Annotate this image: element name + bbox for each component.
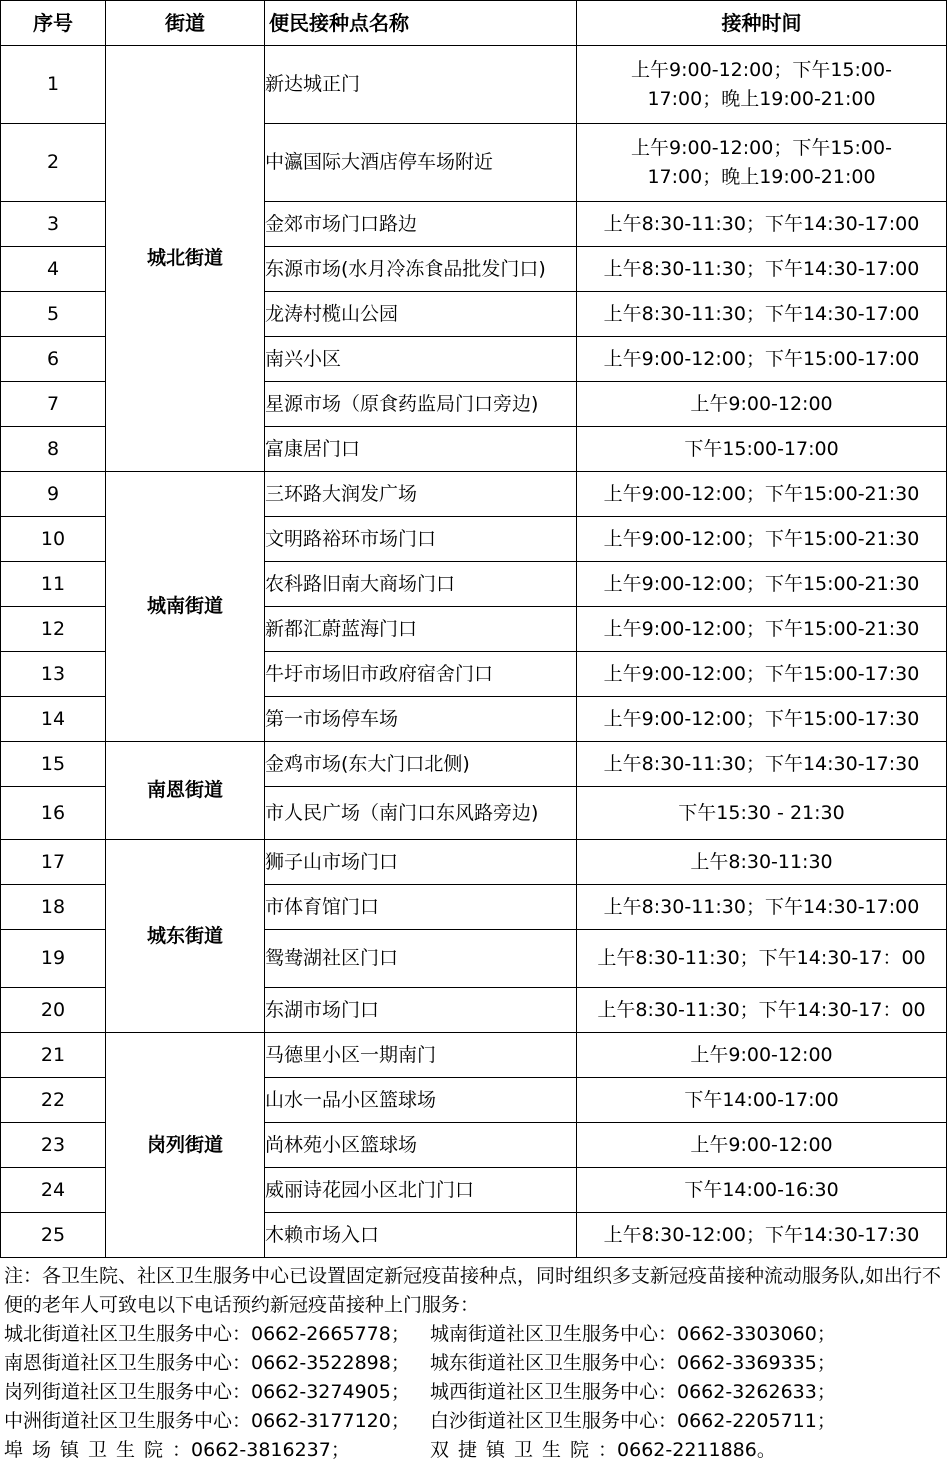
contact-list [4,1320,944,1436]
vaccination-time: 上午9:00-12:00；下午15:00-21:30 [577,472,947,517]
contact-row [4,1407,944,1436]
site-name: 山水一品小区篮球场 [265,1078,577,1123]
site-name: 市人民广场（南门口东风路旁边) [265,787,577,840]
row-number: 12 [1,607,106,652]
contact-name: 埠场镇卫生院 [4,1439,173,1461]
vaccination-time: 下午14:00-16:30 [577,1168,947,1213]
contact-left: 中洲街道社区卫生服务中心：0662-3177120； [4,1410,410,1432]
site-name: 市体育馆门口 [265,885,577,930]
site-name: 马德里小区一期南门 [265,1033,577,1078]
contact-right: 城西街道社区卫生服务中心：0662-3262633； [430,1381,836,1403]
contact-name: 双捷镇卫生院 [430,1439,599,1461]
site-name: 三环路大润发广场 [265,472,577,517]
site-name: 富康居门口 [265,427,577,472]
street-cell: 岗列街道 [106,1033,265,1258]
row-number: 11 [1,562,106,607]
row-number: 8 [1,427,106,472]
vaccination-time: 上午8:30-11:30；下午14:30-17:00 [577,247,947,292]
row-number: 18 [1,885,106,930]
row-number: 9 [1,472,106,517]
street-cell: 城北街道 [106,46,265,472]
site-name: 东湖市场门口 [265,988,577,1033]
street-cell: 城南街道 [106,472,265,742]
site-name: 牛圩市场旧市政府宿舍门口 [265,652,577,697]
contact-right: 白沙街道社区卫生服务中心：0662-2205711； [430,1410,836,1432]
vaccination-time: 下午14:00-17:00 [577,1078,947,1123]
row-number: 24 [1,1168,106,1213]
site-name: 尚林苑小区篮球场 [265,1123,577,1168]
site-name: 星源市场（原食药监局门口旁边) [265,382,577,427]
site-name: 新都汇蔚蓝海门口 [265,607,577,652]
site-name: 第一市场停车场 [265,697,577,742]
vaccination-time: 上午9:00-12:00 [577,382,947,427]
contact-left: 城北街道社区卫生服务中心：0662-2665778； [4,1323,410,1345]
contact-left: 岗列街道社区卫生服务中心：0662-3274905； [4,1381,410,1403]
vaccination-time: 上午9:00-12:00 [577,1033,947,1078]
row-number: 4 [1,247,106,292]
row-number: 5 [1,292,106,337]
contact-row [4,1349,944,1378]
contact-phone: ：0662-2211886。 [598,1439,776,1461]
row-number: 20 [1,988,106,1033]
footnote [4,1262,944,1465]
site-name: 木赖市场入口 [265,1213,577,1258]
site-name: 威丽诗花园小区北门门口 [265,1168,577,1213]
site-name: 龙涛村榄山公园 [265,292,577,337]
vaccination-time: 上午8:30-11:30；下午14:30-17:00 [577,202,947,247]
vaccination-time: 上午9:00-12:00 [577,1123,947,1168]
row-number: 19 [1,930,106,988]
site-name: 狮子山市场门口 [265,840,577,885]
row-number: 25 [1,1213,106,1258]
row-number: 23 [1,1123,106,1168]
row-number: 13 [1,652,106,697]
header-no: 序号 [1,1,106,46]
table-row [1,840,947,885]
row-number: 7 [1,382,106,427]
vaccination-time: 上午9:00-12:00；下午15:00-17:30 [577,697,947,742]
site-name: 文明路裕环市场门口 [265,517,577,562]
vaccination-time: 上午8:30-12:00；下午14:30-17:30 [577,1213,947,1258]
contact-right [430,1436,776,1465]
row-number: 14 [1,697,106,742]
row-number: 10 [1,517,106,562]
row-number: 21 [1,1033,106,1078]
row-number: 16 [1,787,106,840]
contact-row [4,1320,944,1349]
contact-right: 城南街道社区卫生服务中心：0662-3303060； [430,1323,836,1345]
vaccination-time: 上午8:30-11:30；下午14:30-17：00 [577,988,947,1033]
footnote-text: 注：各卫生院、社区卫生服务中心已设置固定新冠疫苗接种点，同时组织多支新冠疫苗接种流动服务队,如出行不便的老年人可致电以下电话预约新冠疫苗接种上门服务： [4,1265,942,1316]
vaccination-time: 上午9:00-12:00；下午15:00-21:30 [577,562,947,607]
vaccination-time: 上午9:00-12:00；下午15:00-17:00；晚上19:00-21:00 [577,124,947,202]
table-row [1,1033,947,1078]
site-name: 中瀛国际大酒店停车场附近 [265,124,577,202]
vaccination-time: 上午8:30-11:30；下午14:30-17:00 [577,292,947,337]
vaccination-time: 上午9:00-12:00；下午15:00-17:00；晚上19:00-21:00 [577,46,947,124]
contact-row [4,1378,944,1407]
row-number: 15 [1,742,106,787]
vaccination-time: 上午8:30-11:30 [577,840,947,885]
site-name: 南兴小区 [265,337,577,382]
table-row [1,472,947,517]
contact-phone: ：0662-3816237； [172,1439,350,1461]
row-number: 22 [1,1078,106,1123]
site-name: 金鸡市场(东大门口北侧) [265,742,577,787]
site-name: 鸳鸯湖社区门口 [265,930,577,988]
vaccination-time: 上午9:00-12:00；下午15:00-17:00 [577,337,947,382]
vaccination-time: 下午15:30 - 21:30 [577,787,947,840]
header-time: 接种时间 [577,1,947,46]
header-site: 便民接种点名称 [265,1,577,46]
site-name: 金郊市场门口路边 [265,202,577,247]
row-number: 3 [1,202,106,247]
row-number: 6 [1,337,106,382]
street-cell: 南恩街道 [106,742,265,840]
contact-left: 南恩街道社区卫生服务中心：0662-3522898； [4,1352,410,1374]
vaccination-time: 上午8:30-11:30；下午14:30-17:00 [577,885,947,930]
vaccination-time: 上午8:30-11:30；下午14:30-17:30 [577,742,947,787]
row-number: 2 [1,124,106,202]
vaccination-time: 下午15:00-17:00 [577,427,947,472]
contact-left [4,1436,430,1465]
site-name: 农科路旧南大商场门口 [265,562,577,607]
table-row [1,46,947,124]
header-street: 街道 [106,1,265,46]
contact-right: 城东街道社区卫生服务中心：0662-3369335； [430,1352,836,1374]
vaccination-time: 上午8:30-11:30；下午14:30-17：00 [577,930,947,988]
row-number: 1 [1,46,106,124]
contact-row-last [4,1436,944,1465]
site-name: 新达城正门 [265,46,577,124]
row-number: 17 [1,840,106,885]
vaccination-time: 上午9:00-12:00；下午15:00-17:30 [577,652,947,697]
site-name: 东源市场(水月冷冻食品批发门口) [265,247,577,292]
vaccination-time: 上午9:00-12:00；下午15:00-21:30 [577,607,947,652]
vaccination-time: 上午9:00-12:00；下午15:00-21:30 [577,517,947,562]
street-cell: 城东街道 [106,840,265,1033]
header-row [1,1,947,46]
table-row [1,742,947,787]
